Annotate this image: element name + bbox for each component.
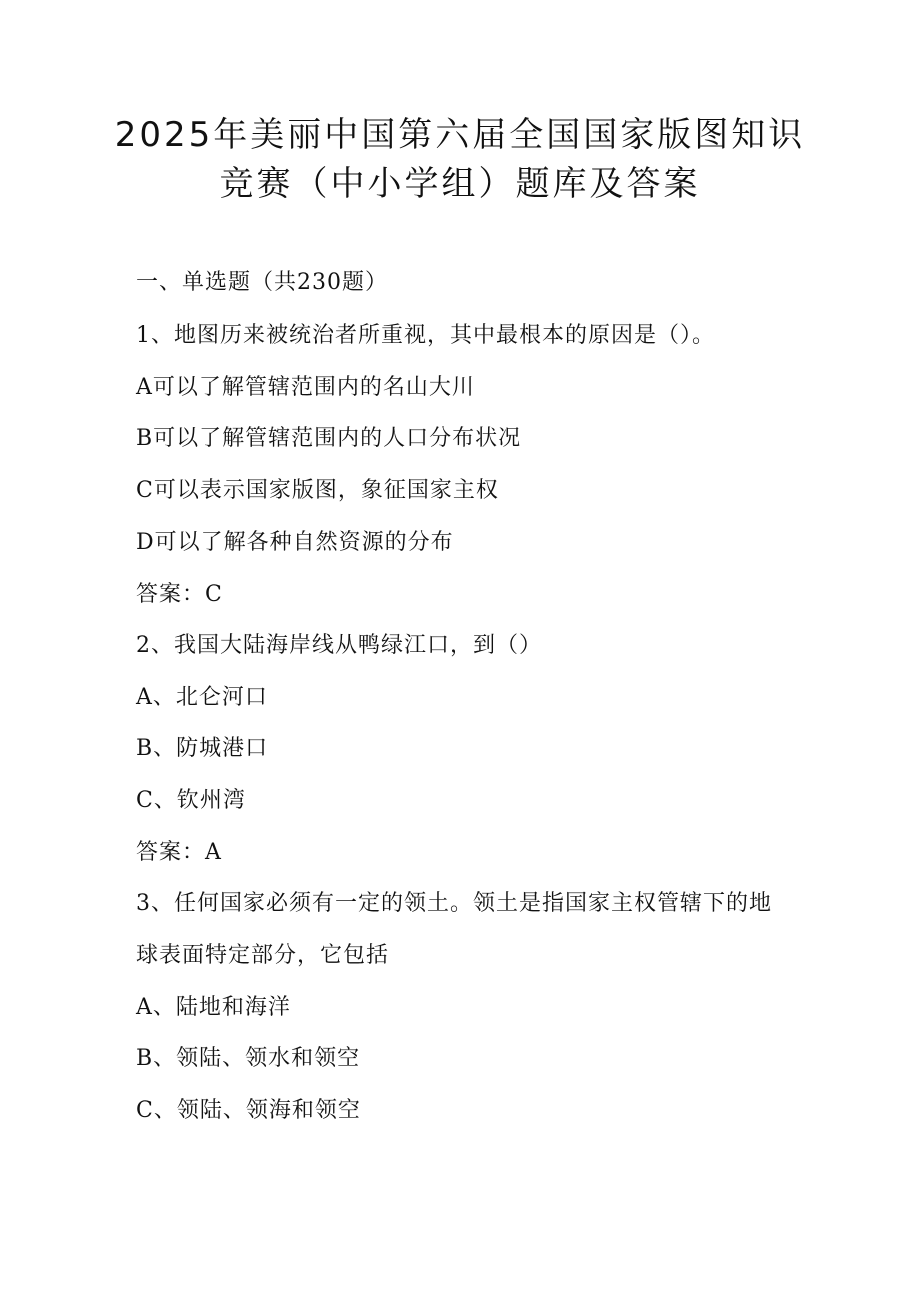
question-3-option-a: A、陆地和海洋	[136, 995, 291, 1020]
question-2-answer: 答案：A	[136, 840, 222, 865]
question-1-answer: 答案：C	[136, 582, 223, 607]
question-1-option-c: C可以表示国家版图，象征国家主权	[136, 478, 499, 503]
question-1-option-d: D可以了解各种自然资源的分布	[136, 530, 454, 555]
question-1-option-b: B可以了解管辖范围内的人口分布状况	[136, 426, 522, 451]
document-title-line-2: 竞赛（中小学组）题库及答案	[219, 164, 701, 204]
question-1-option-a: A可以了解管辖范围内的名山大川	[136, 375, 475, 400]
question-3-stem-line-2: 球表面特定部分，它包括	[136, 943, 390, 968]
document-title-line-1: 2025年美丽中国第六届全国国家版图知识	[114, 115, 806, 155]
question-2-option-c: C、钦州湾	[136, 788, 246, 813]
question-2-option-a: A、北仑河口	[136, 685, 268, 710]
section-heading: 一、单选题（共230题）	[136, 270, 388, 295]
question-3-stem-line-1: 3、任何国家必须有一定的领土。领土是指国家主权管辖下的地	[136, 891, 772, 916]
question-1-stem: 1、地图历来被统治者所重视，其中最根本的原因是（）。	[136, 323, 715, 348]
question-2-option-b: B、防城港口	[136, 736, 269, 761]
question-2-stem: 2、我国大陆海岸线从鸭绿江口，到（）	[136, 633, 542, 658]
question-3-option-b: B、领陆、领水和领空	[136, 1046, 361, 1071]
question-3-option-c: C、领陆、领海和领空	[136, 1098, 361, 1123]
